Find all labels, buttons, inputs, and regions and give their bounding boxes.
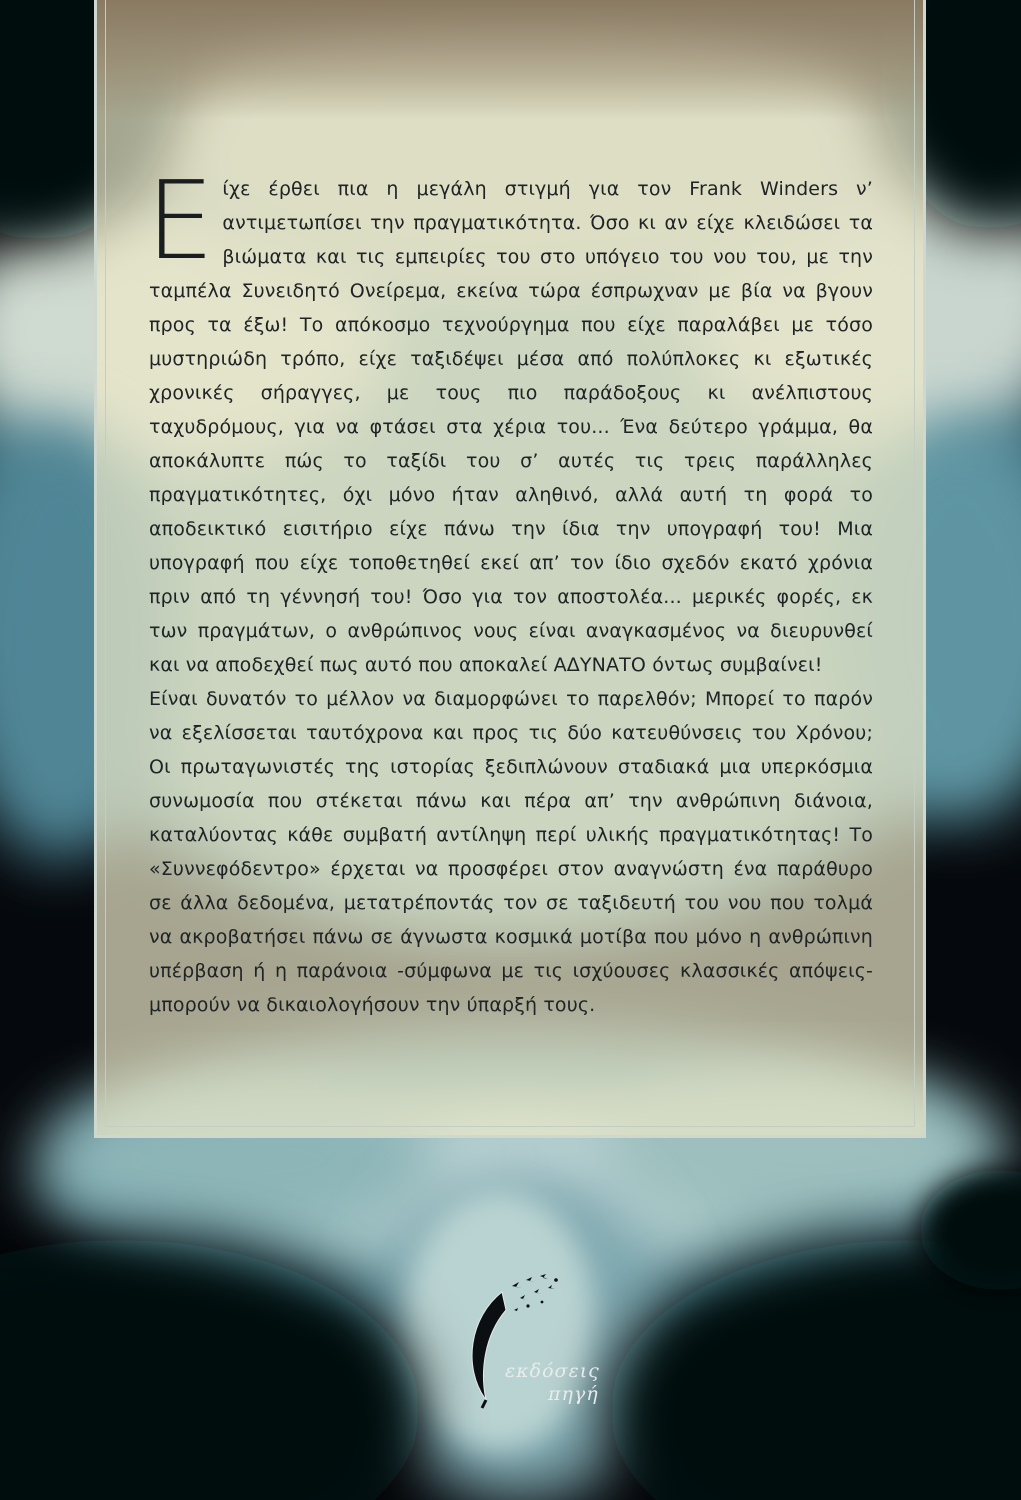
drop-cap: Ε — [146, 159, 215, 284]
blurb-text — [146, 159, 873, 1022]
publisher-name-line1: εκδόσεις — [505, 1360, 600, 1382]
publisher-name-line2: πηγή — [548, 1383, 599, 1405]
blurb-paragraph-1 — [146, 159, 873, 682]
blurb-paragraph-2: Είναι δυνατόν το μέλλον να διαμορφώνει το παρελθόν; Μπορεί το παρόν να εξελίσσεται ταυτόχρονα και προς τις δύο κατευθύνσεις του Χρόνου; Οι πρωταγωνιστές της ιστορίας ξεδιπλώνουν σταδιακά μια υπερκόσμια συνωμοσία που στέκεται πάνω και πέρα απ’ την ανθρώπινη διάνοια, καταλύοντας κάθε συμβατή αντίληψη περί υλικής πραγματικότητας! Το «Συννεφόδεντρο» έρχεται να προσφέρει στον αναγνώστη ένα παράθυρο σε άλλα δεδομένα, μετατρέποντάς τον σε ταξιδευτή του νου που τολμά να ακροβατήσει πάνω σε άγνωστα κοσμικά μοτίβα που μόνο η ανθρώπινη υπέρβαση ή η παράνοια -σύμφωνα με τις ισχύουσες κλασσικές απόψεις- μπορούν να δικαιολογήσουν την ύπαρξή τους. — [149, 688, 873, 1016]
paragraph-1-text: ίχε έρθει πια η μεγάλη στιγμή για τον Frank Winders ν’ αντιμετωπίσει την πραγματικότητα. Όσο κι αν είχε κλειδώσει τα βιώματα και τις εμπειρίες του στο υπόγειο του νου του, με την ταμπέλα Συνειδητό Ονείρεμα, εκείνα τώρα έσπρωχναν με βία να βγουν προς τα έξω! Το απόκοσμο τεχνούργημα που είχε παραλάβει με τόσο μυστηριώδη τρόπο, είχε ταξιδέψει μέσα από πολύπλοκες κι εξωτικές χρονικές σήραγγες, με τους πιο παράδοξους κι ανέλπιστους ταχυδρόμους, για να φτάσει στα χέρια του... Ένα δεύτερο γράμμα, θα αποκάλυπτε πώς το ταξίδι του σ’ αυτές τις τρεις παράλληλες πραγματικότητες, όχι μόνο ήταν αληθινό, αλλά αυτή τη φορά το αποδεικτικό εισιτήριο είχε πάνω την ίδια την υπογραφή του! Μια υπογραφή που είχε τοποθετηθεί εκεί απ’ τον ίδιο σχεδόν εκατό χρόνια πριν από τη γέννησή του! Όσο για τον αποστολέα... μερικές φορές, εκ των πραγμάτων, ο ανθρώπινος νους είναι αναγκασμένος να διευρυνθεί και να αποδεχθεί πως αυτό που αποκαλεί ΑΔΥΝΑΤΟ όντως συμβαίνει! — [149, 178, 873, 676]
feather-with-birds-icon — [440, 1272, 630, 1412]
